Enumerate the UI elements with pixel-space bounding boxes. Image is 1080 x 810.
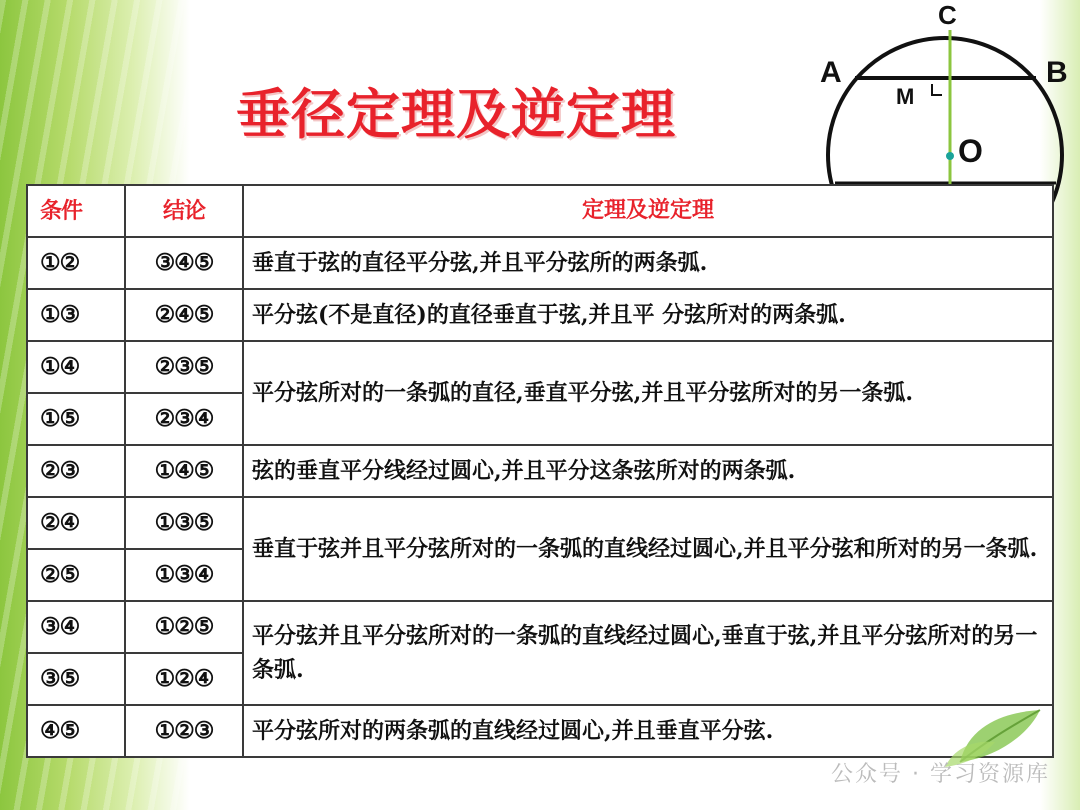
conclusion-cell: ①②⑤ — [125, 601, 243, 653]
header-condition: 条件 — [27, 185, 125, 237]
table-row — [27, 289, 1053, 341]
theorem-cell: 平分弦并且平分弦所对的一条弧的直线经过圆心,垂直于弦,并且平分弦所对的另一条弧. — [243, 601, 1053, 705]
theorem-cell: 弦的垂直平分线经过圆心,并且平分这条弦所对的两条弧. — [243, 445, 1053, 497]
theorem-cell: 垂直于弦的直径平分弦,并且平分弦所的两条弧. — [243, 237, 1053, 289]
table-row — [27, 705, 1053, 757]
conclusion-cell: ①④⑤ — [125, 445, 243, 497]
watermark: 公众号 · 学习资源库 — [831, 762, 1050, 787]
table-header-row — [27, 185, 1053, 237]
condition-cell: ①③ — [27, 289, 125, 341]
center-point — [946, 152, 954, 160]
condition-cell: ②③ — [27, 445, 125, 497]
conclusion-cell: ③④⑤ — [125, 237, 243, 289]
page-title: 垂径定理及逆定理 — [236, 83, 676, 146]
condition-cell: ④⑤ — [27, 705, 125, 757]
header-theorem: 定理及逆定理 — [243, 185, 1053, 237]
table-row — [27, 237, 1053, 289]
conclusion-cell: ①③⑤ — [125, 497, 243, 549]
table-row — [27, 497, 1053, 549]
condition-cell: ①⑤ — [27, 393, 125, 445]
label-o: O — [958, 133, 983, 169]
theorem-cell: 平分弦(不是直径)的直径垂直于弦,并且平 分弦所对的两条弧. — [243, 289, 1053, 341]
theorem-cell: 平分弦所对的两条弧的直线经过圆心,并且垂直平分弦. — [243, 705, 1053, 757]
label-b: B — [1046, 56, 1068, 89]
header-conclusion: 结论 — [125, 185, 243, 237]
label-a: A — [820, 56, 842, 89]
theorem-table — [26, 184, 1054, 758]
label-m: M — [896, 84, 915, 109]
conclusion-cell: ②③④ — [125, 393, 243, 445]
theorem-cell: 平分弦所对的一条弧的直径,垂直平分弦,并且平分弦所对的另一条弧. — [243, 341, 1053, 445]
table-row — [27, 445, 1053, 497]
condition-cell: ①④ — [27, 341, 125, 393]
table-row — [27, 601, 1053, 653]
condition-cell: ③⑤ — [27, 653, 125, 705]
condition-cell: ②⑤ — [27, 549, 125, 601]
right-angle-mark — [932, 84, 942, 95]
conclusion-cell: ②③⑤ — [125, 341, 243, 393]
table-row — [27, 341, 1053, 393]
conclusion-cell: ①③④ — [125, 549, 243, 601]
conclusion-cell: ②④⑤ — [125, 289, 243, 341]
condition-cell: ②④ — [27, 497, 125, 549]
conclusion-cell: ①②③ — [125, 705, 243, 757]
condition-cell: ③④ — [27, 601, 125, 653]
theorem-cell: 垂直于弦并且平分弦所对的一条弧的直线经过圆心,并且平分弦和所对的另一条弧. — [243, 497, 1053, 601]
condition-cell: ①② — [27, 237, 125, 289]
label-c: C — [938, 0, 957, 30]
conclusion-cell: ①②④ — [125, 653, 243, 705]
